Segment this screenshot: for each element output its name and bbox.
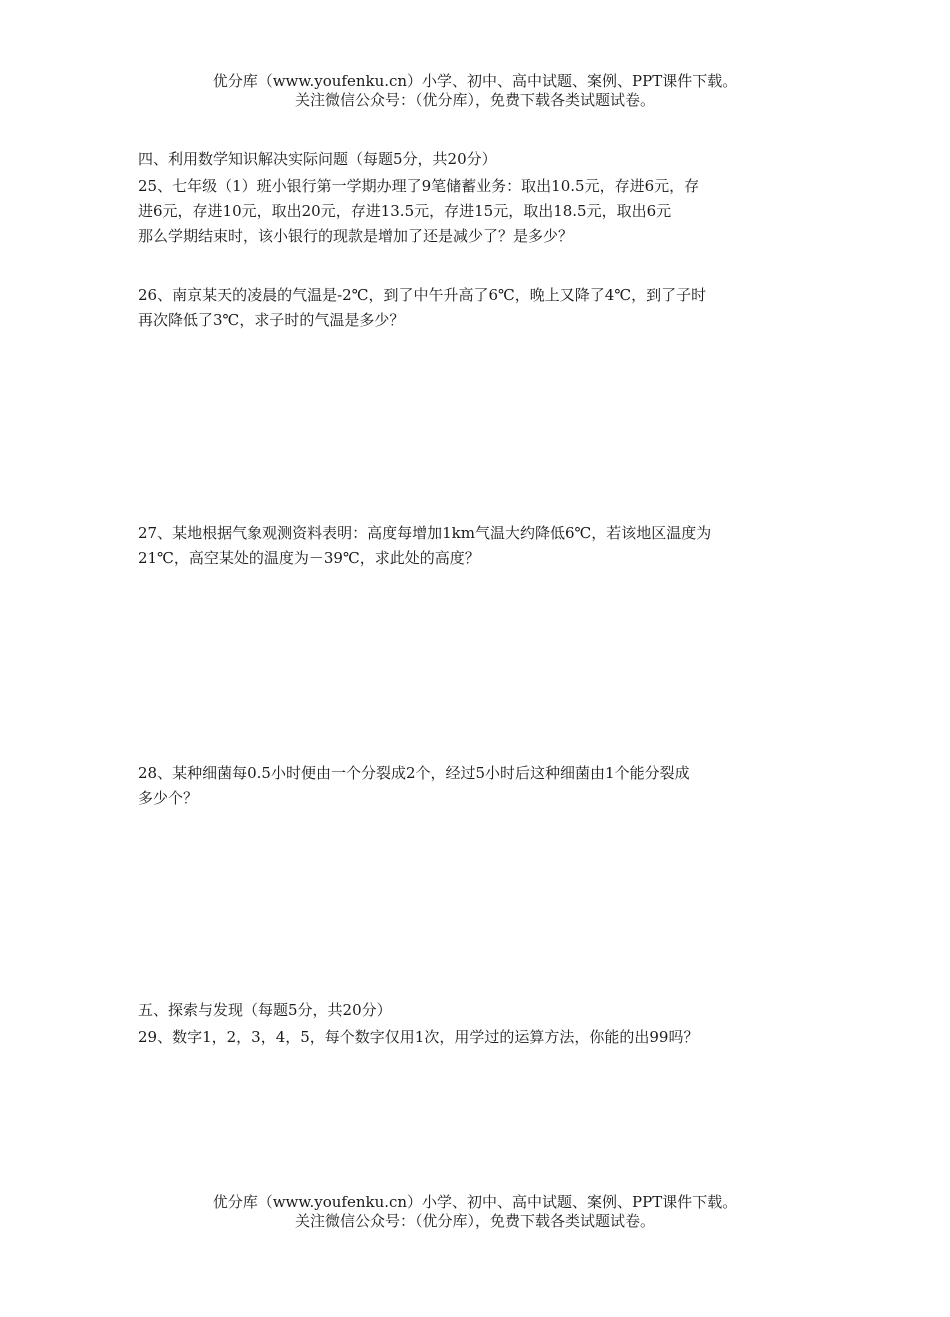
- question-29: [138, 1025, 818, 1050]
- question-25-line-2: 进6元，存进10元，取出20元，存进13.5元，存进15元，取出18.5元，取出6元: [138, 202, 672, 220]
- page-header: [0, 72, 950, 110]
- page-footer: [0, 1193, 950, 1231]
- question-27-line-1: 27、某地根据气象观测资料表明：高度每增加1km气温大约降低6℃，若该地区温度为: [138, 524, 712, 542]
- question-26: [138, 283, 818, 333]
- question-28-line-1: 28、某种细菌每0.5小时便由一个分裂成2个，经过5小时后这种细菌由1个能分裂成: [138, 764, 690, 782]
- header-line-2: 关注微信公众号：（优分库），免费下载各类试题试卷。: [294, 91, 655, 109]
- section-5-title: [138, 998, 818, 1023]
- question-26-line-2: 再次降低了3℃，求子时的气温是多少？: [138, 311, 405, 329]
- question-25-line-3: 那么学期结束时，该小银行的现款是增加了还是减少了？是多少？: [138, 227, 574, 245]
- question-28: [138, 761, 818, 811]
- question-29-line-1: 29、数字1，2，3，4，5，每个数字仅用1次，用学过的运算方法，你能的出99吗？: [138, 1028, 699, 1046]
- question-25: [138, 174, 818, 249]
- section-5-title-text: 五、探索与发现（每题5分，共20分）: [138, 1001, 392, 1019]
- question-27: [138, 521, 818, 571]
- section-4-title: [138, 147, 818, 172]
- question-26-line-1: 26、南京某天的凌晨的气温是-2℃，到了中午升高了6℃，晚上又降了4℃，到了子时: [138, 286, 707, 304]
- header-line-1: 优分库（www.youfenku.cn）小学、初中、高中试题、案例、PPT课件下载。: [212, 72, 738, 90]
- section-4-title-text: 四、利用数学知识解决实际问题（每题5分，共20分）: [138, 150, 497, 168]
- footer-line-1: 优分库（www.youfenku.cn）小学、初中、高中试题、案例、PPT课件下载。: [212, 1193, 738, 1211]
- question-27-line-2: 21℃，高空某处的温度为－39℃，求此处的高度？: [138, 549, 480, 567]
- question-25-line-1: 25、七年级（1）班小银行第一学期办理了9笔储蓄业务：取出10.5元，存进6元，存: [138, 177, 700, 195]
- question-28-line-2: 多少个？: [138, 789, 199, 807]
- footer-line-2: 关注微信公众号：（优分库），免费下载各类试题试卷。: [294, 1212, 655, 1230]
